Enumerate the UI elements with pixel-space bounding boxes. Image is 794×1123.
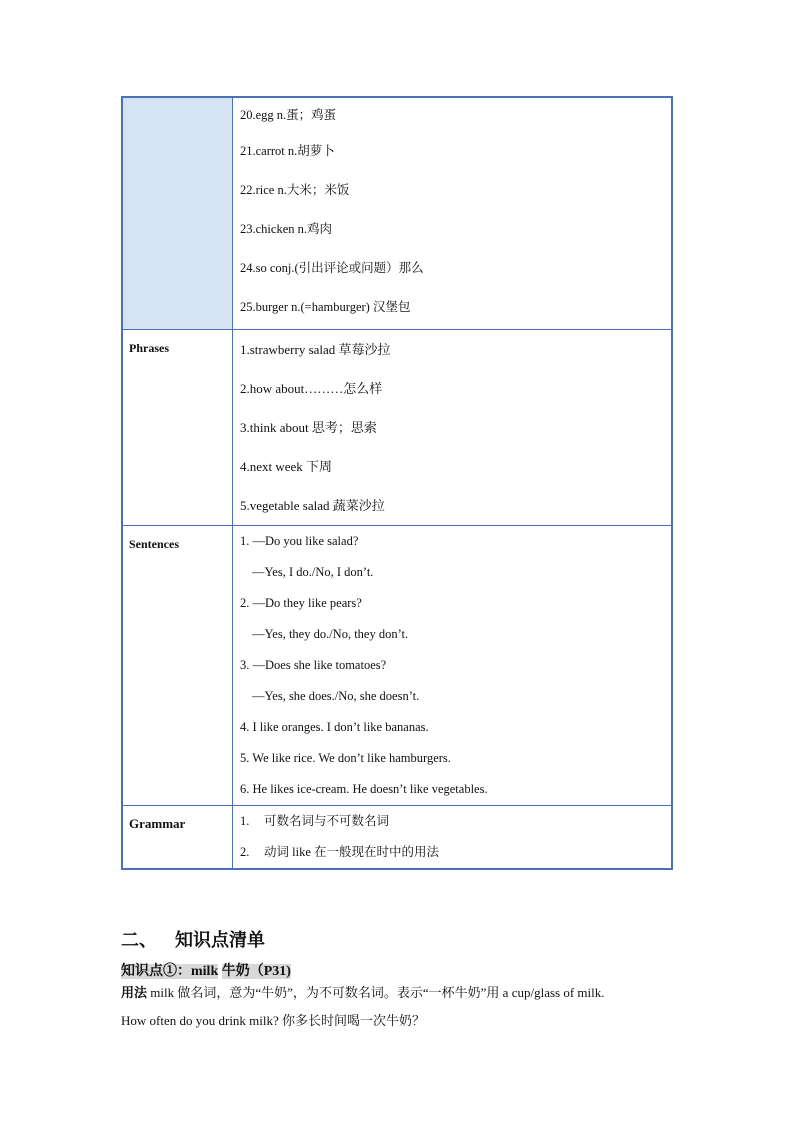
example-sentence: How often do you drink milk? 你多长时间喝一次牛奶？: [121, 1013, 426, 1028]
phrases-cell: [233, 330, 673, 526]
grammar-item-text: 动词 like 在一般现在时中的用法: [264, 845, 439, 859]
knowledge-point-title: [121, 960, 291, 980]
usage-paragraph: [121, 982, 605, 1001]
word-item: 24.so conj.(引出评论或问题）那么: [240, 261, 424, 275]
grammar-item-number: 2.: [240, 845, 250, 859]
grammar-label-cell: [122, 806, 233, 870]
vocabulary-table: [121, 96, 673, 870]
section-number: 二、: [121, 930, 157, 951]
word-item: 23.chicken n.鸡肉: [240, 222, 332, 236]
grammar-cell: [233, 806, 673, 870]
phrase-item: 3.think about 思考；思索: [240, 420, 377, 435]
usage-text: milk 做名词，意为“牛奶”，为不可数名词。表示“一杯牛奶”用 a cup/glass of milk.: [147, 985, 605, 1000]
sentence-item: 1. —Do you like salad?: [240, 534, 359, 548]
grammar-item: [233, 837, 671, 868]
phrase-item: 4.next week 下周: [240, 459, 333, 474]
phrase-item: 5.vegetable salad 蔬菜沙拉: [240, 498, 385, 513]
knowledge-point-meaning: 牛奶（P31): [221, 964, 291, 979]
sentence-item: —Yes, I do./No, I don’t.: [252, 565, 374, 579]
phrases-label-cell: [122, 330, 233, 526]
grammar-item-number: 1.: [240, 814, 250, 828]
sentence-item: 6. He likes ice-cream. He doesn’t like vegetables.: [240, 782, 488, 796]
word-item: 22.rice n.大米；米饭: [240, 183, 350, 197]
grammar-item-text: 可数名词与不可数名词: [264, 814, 390, 828]
section-title: 知识点清单: [175, 930, 265, 951]
words-row: [122, 97, 672, 330]
usage-label: 用法: [121, 985, 148, 1000]
sentences-cell: [233, 526, 673, 806]
sentences-label: Sentences: [129, 537, 179, 551]
sentences-label-cell: [122, 526, 233, 806]
grammar-row: [122, 806, 672, 870]
section-heading: [121, 926, 265, 952]
words-label-cell: [122, 97, 233, 330]
phrases-row: [122, 330, 672, 526]
sentence-item: 5. We like rice. We don’t like hamburgers.: [240, 751, 451, 765]
words-cell: [233, 97, 673, 330]
sentence-item: 2. —Do they like pears?: [240, 596, 362, 610]
sentence-item: 3. —Does she like tomatoes?: [240, 658, 387, 672]
sentence-item: —Yes, she does./No, she doesn’t.: [252, 689, 420, 703]
word-item: 20.egg n.蛋；鸡蛋: [240, 108, 337, 122]
knowledge-point-label: 知识点①：milk: [121, 964, 219, 979]
grammar-label: Grammar: [129, 816, 186, 831]
sentence-item: 4. I like oranges. I don’t like bananas.: [240, 720, 429, 734]
word-item: 21.carrot n.胡萝卜: [240, 144, 335, 158]
grammar-item: [233, 806, 671, 837]
phrase-item: 1.strawberry salad 草莓沙拉: [240, 342, 391, 357]
phrase-item: 2.how about………怎么样: [240, 381, 383, 396]
word-item: 25.burger n.(=hamburger) 汉堡包: [240, 300, 411, 314]
sentences-row: [122, 526, 672, 806]
phrases-label: Phrases: [129, 341, 169, 355]
sentence-item: —Yes, they do./No, they don’t.: [252, 627, 409, 641]
